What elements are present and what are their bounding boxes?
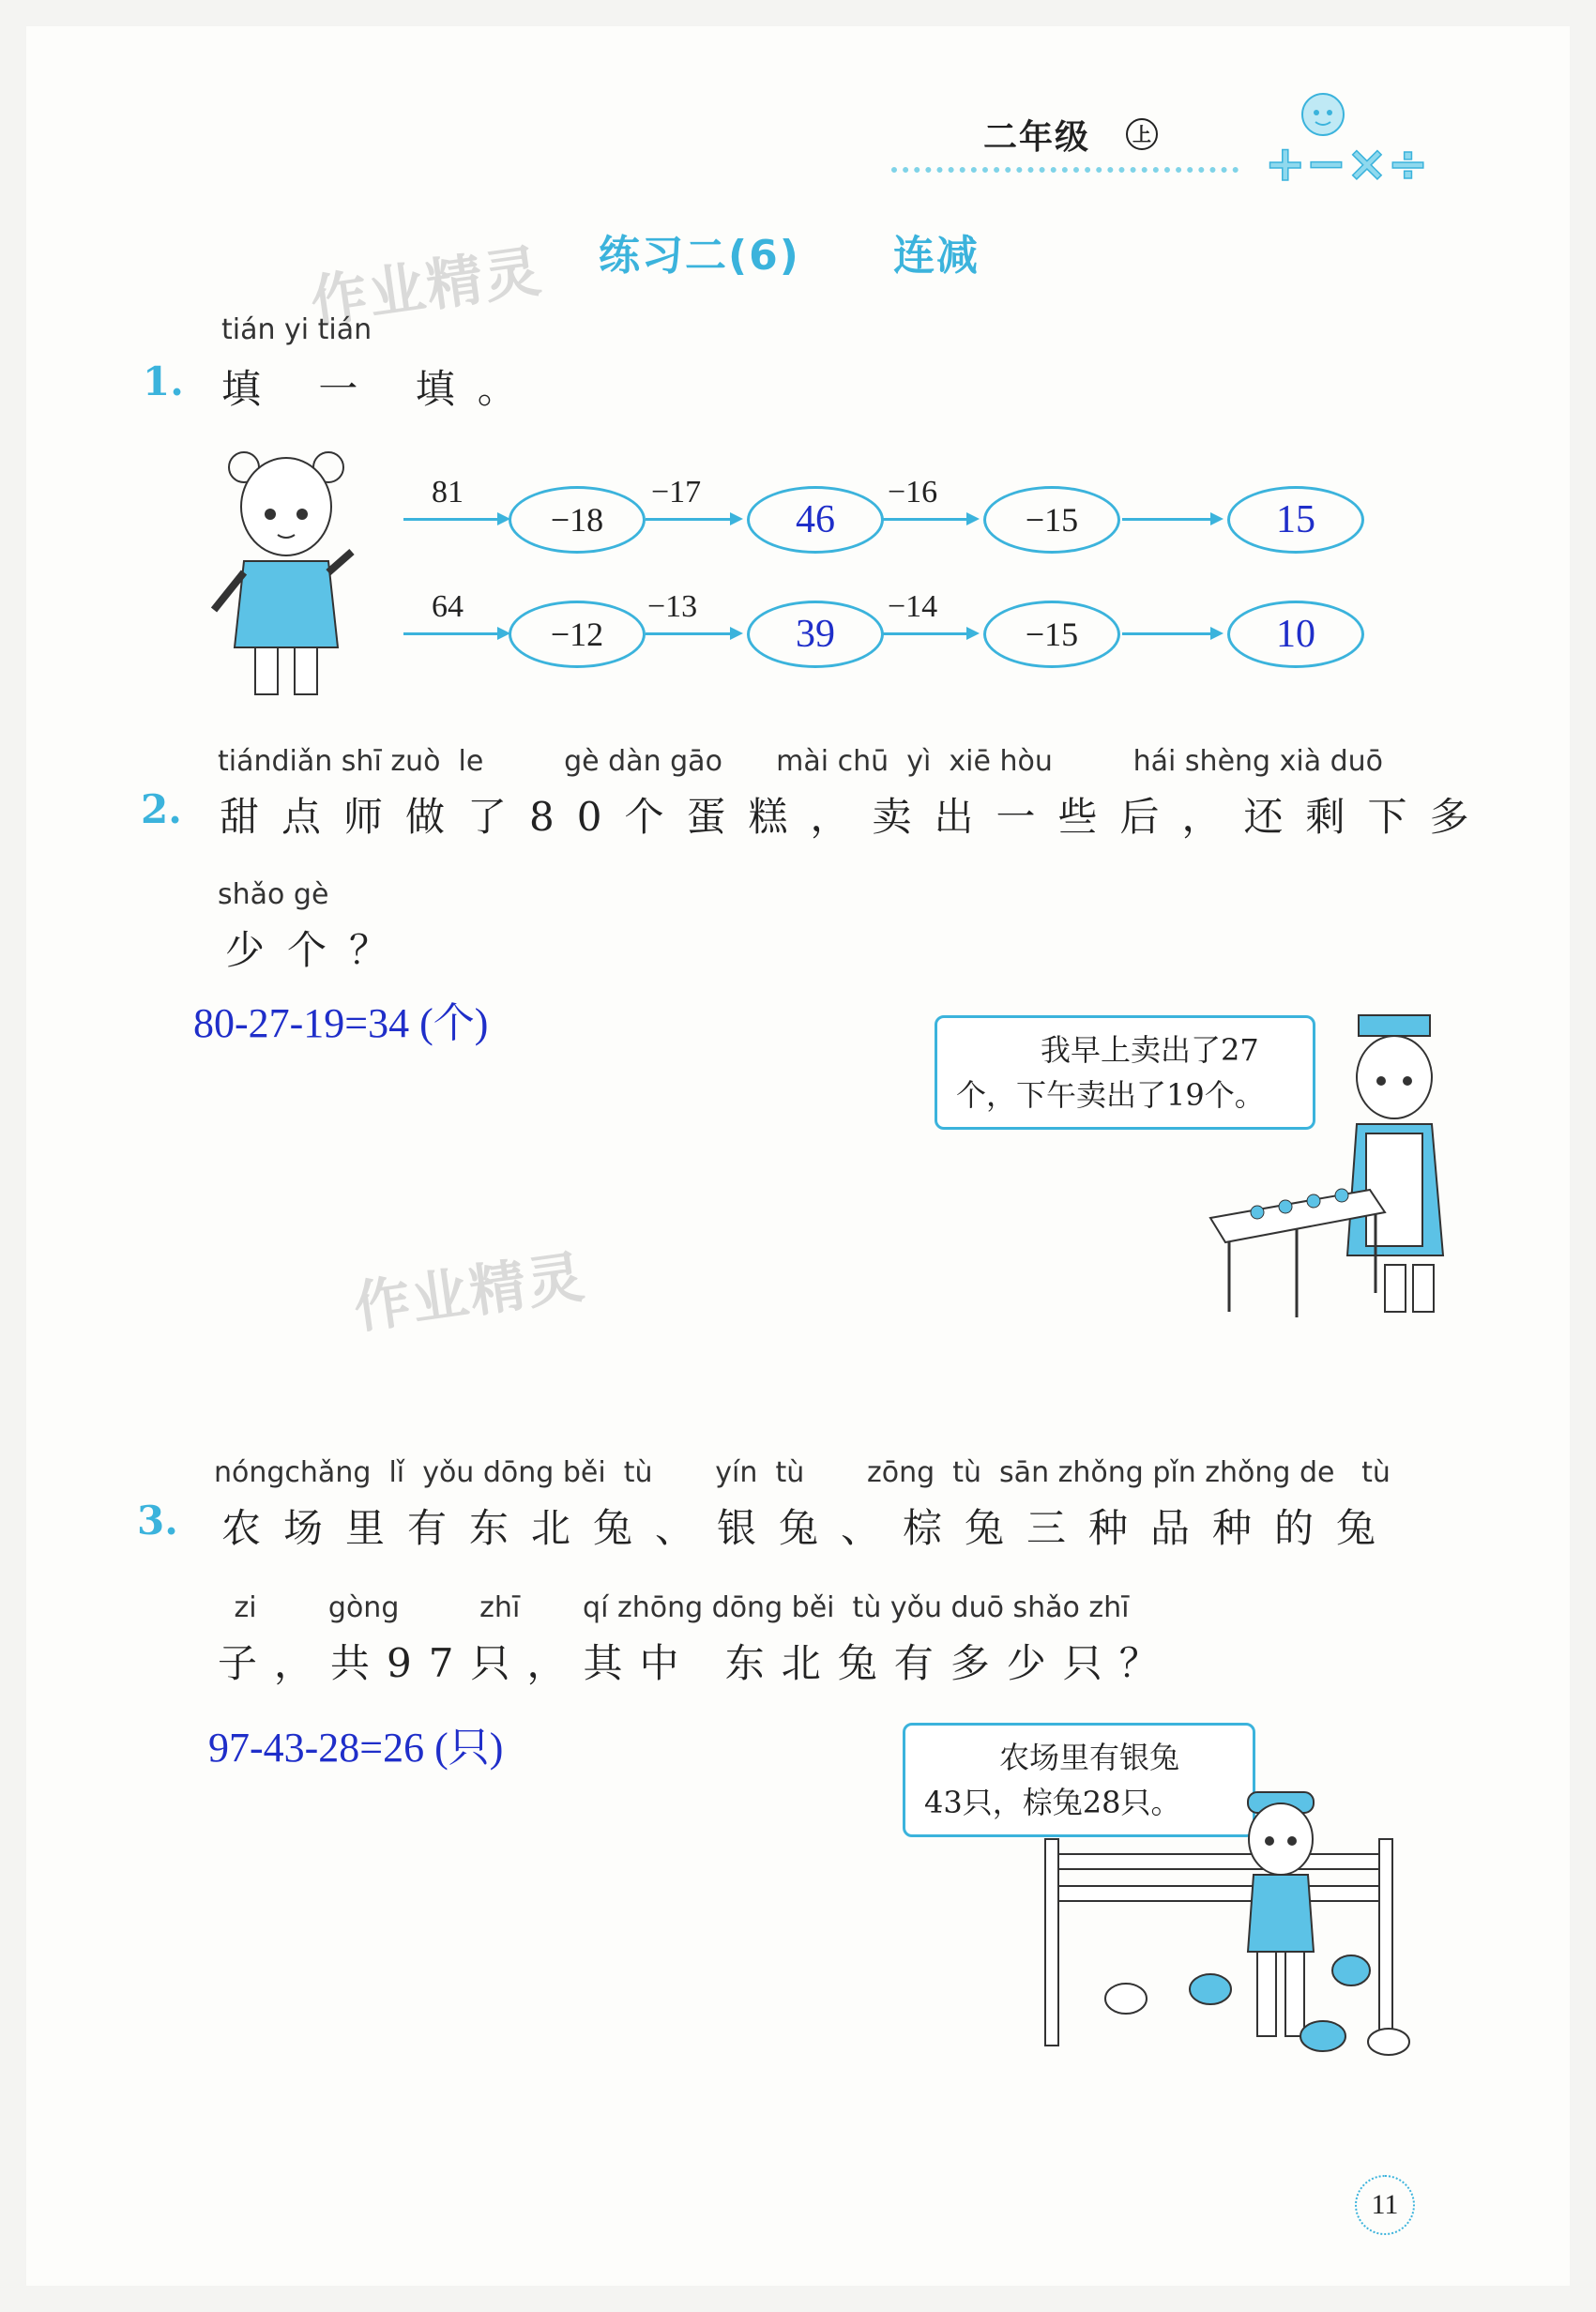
pastry-chef-illustration xyxy=(1201,1012,1454,1321)
q3-text-line2: 子，共97只，其中 东北兔有多少只？ xyxy=(218,1640,1176,1686)
q3-answer[interactable]: 97-43-28=26 (只) xyxy=(208,1725,504,1771)
q1-row1-arrow xyxy=(646,518,739,521)
q1-row1-answer2[interactable]: 15 xyxy=(1227,486,1364,554)
q1-row1-arrow xyxy=(882,518,976,521)
q1-row1-answer1[interactable]: 46 xyxy=(747,486,884,554)
q2-bubble-line1: 我早上卖出了27 xyxy=(1041,1032,1259,1068)
q3-number: 3. xyxy=(137,1498,178,1544)
q3-pinyin-line2: zi gòng zhī qí zhōng dōng běi tù yǒu duō shǎo zhī xyxy=(225,1591,1130,1624)
svg-text:+−×÷: +−×÷ xyxy=(1265,136,1429,190)
q1-row2-arrow xyxy=(882,632,976,635)
q1-row2-label1: −13 xyxy=(647,589,698,624)
q1-pinyin: tián yi tián xyxy=(221,313,372,346)
watermark: 作业精灵 xyxy=(350,1244,590,1342)
q2-pinyin-line2: shǎo gè xyxy=(218,878,329,911)
page-number: 11 xyxy=(1355,2175,1415,2235)
q3-text-line1: 农场里有东北兔、银兔、棕兔三种品种的兔 xyxy=(221,1505,1399,1551)
girl-illustration xyxy=(206,441,366,704)
q3-bubble-line2: 43只，棕兔28只。 xyxy=(924,1785,1181,1820)
q1-row2-answer2[interactable]: 10 xyxy=(1227,601,1364,668)
q2-text-line1: 甜点师做了80个蛋糕，卖出一些后，还剩下多 xyxy=(220,794,1492,840)
q2-answer[interactable]: 80-27-19=34 (个) xyxy=(193,1000,489,1046)
q1-row1-oval2: −15 xyxy=(983,486,1120,554)
math-symbols-logo-icon xyxy=(1248,86,1436,190)
q1-text: 填 一 填。 xyxy=(221,366,540,412)
q1-row1-label2: −16 xyxy=(888,475,938,510)
q1-row2-label2: −14 xyxy=(888,589,938,624)
q2-number: 2. xyxy=(141,786,182,832)
q2-bubble-line2: 个，下午卖出了19个。 xyxy=(956,1077,1265,1113)
q1-row1-oval1: −18 xyxy=(509,486,646,554)
watermark: 作业精灵 xyxy=(307,238,547,336)
q1-row2-arrow xyxy=(646,632,739,635)
q2-pinyin-line1: tiándiǎn shī zuò le gè dàn gāo mài chū yì xiē hòu hái shèng xià duō xyxy=(218,745,1384,778)
q1-row1-label1: −17 xyxy=(651,475,702,510)
q1-row1-arrow xyxy=(1122,518,1220,521)
q3-pinyin-line1: nóngchǎng lǐ yǒu dōng běi tù yín tù zōng tù sān zhǒng pǐn zhǒng de tù xyxy=(214,1456,1391,1489)
lesson-topic: 连减 xyxy=(893,232,980,280)
q1-row2-answer1[interactable]: 39 xyxy=(747,601,884,668)
header-dotted-rule xyxy=(891,167,1239,173)
q1-row2-arrow xyxy=(1122,632,1220,635)
q1-row2-oval2: −15 xyxy=(983,601,1120,668)
q2-text-line2: 少个？ xyxy=(225,927,412,973)
q1-row2-oval1: −12 xyxy=(509,601,646,668)
q1-row2-start: 64 xyxy=(432,589,464,624)
lesson-title: 练习二(6) xyxy=(599,232,800,280)
q1-row1-start: 81 xyxy=(432,475,464,510)
q1-row1-arrow xyxy=(403,518,507,521)
q1-row2-arrow xyxy=(403,632,507,635)
grade-badge: 上 xyxy=(1126,118,1158,150)
q1-number: 1. xyxy=(143,358,184,404)
farm-boy-rabbits-illustration xyxy=(1032,1764,1445,2074)
q3-bubble-line1: 农场里有银兔 xyxy=(999,1740,1180,1775)
grade-label: 二年级 xyxy=(983,118,1091,157)
